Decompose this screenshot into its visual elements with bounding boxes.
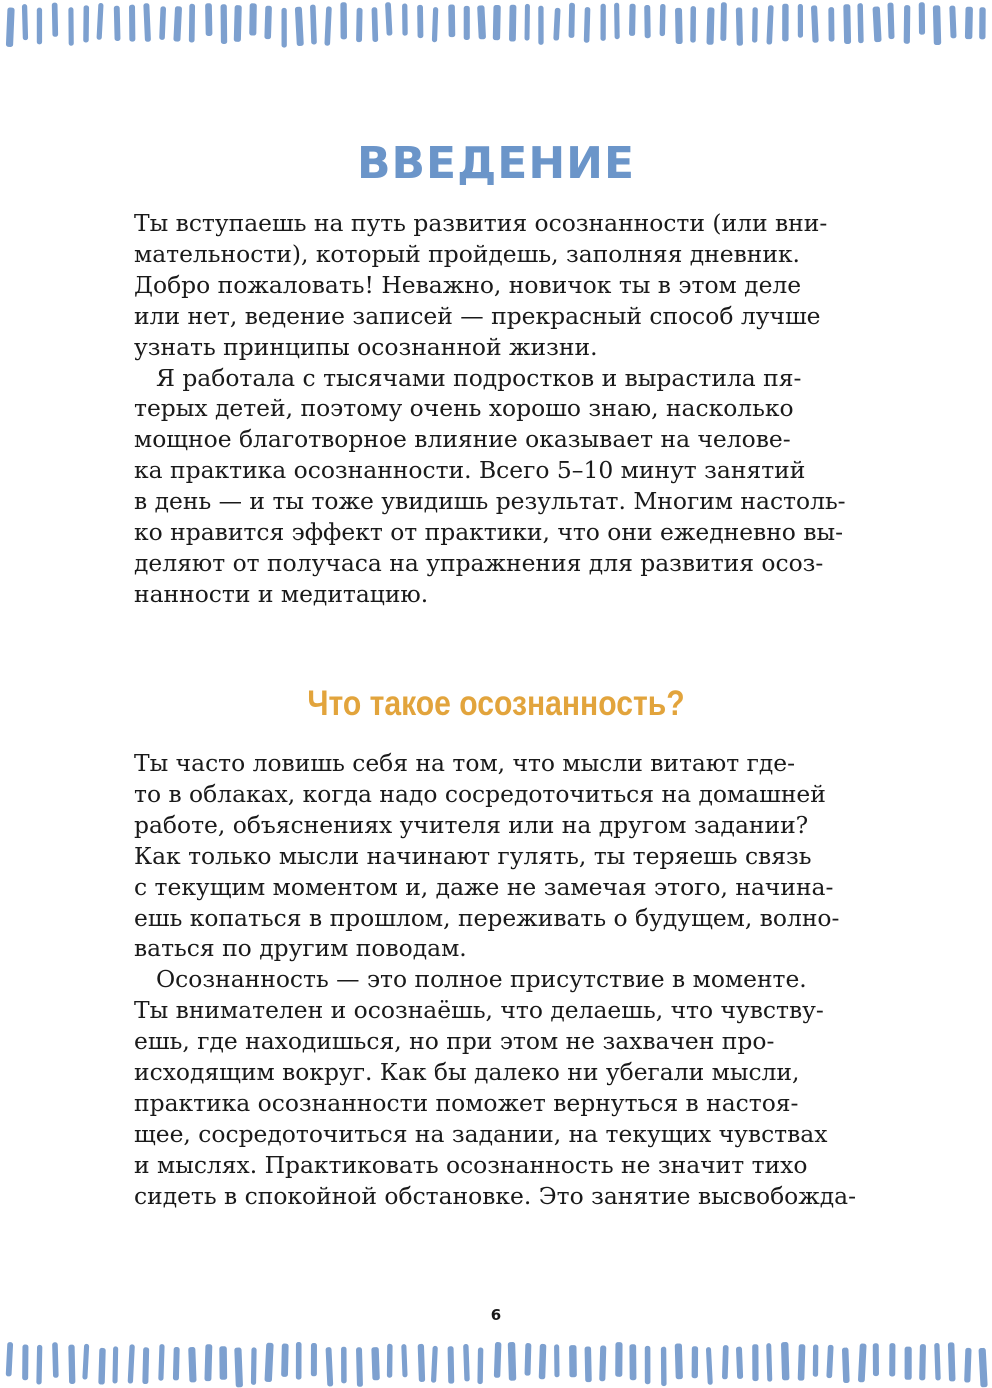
stripe-stroke [264, 6, 272, 40]
stripe-stroke [159, 6, 166, 40]
stripe-stroke [463, 1344, 470, 1382]
text-line: или нет, ведение записей — прекрасный способ лучше [134, 301, 821, 330]
stripe-stroke [919, 2, 925, 34]
text-line: ваться по другим поводам. [134, 934, 467, 963]
text-line: и мыслях. Практиковать осознанность не значит тихо [134, 1150, 808, 1179]
stripe-stroke [173, 1347, 180, 1381]
text-line: Осознанность — это полное присутствие в моменте. [156, 965, 807, 994]
stripe-stroke [949, 6, 956, 39]
stripe-stroke [811, 5, 819, 43]
stripe-stroke [887, 3, 894, 40]
stripe-stroke [310, 4, 317, 44]
stripe-stroke [569, 1345, 577, 1377]
stripe-stroke [432, 7, 438, 42]
stripe-stroke [464, 6, 470, 40]
stripe-stroke [477, 5, 486, 39]
stripe-stroke [251, 1347, 257, 1385]
stripe-stroke [82, 1344, 89, 1380]
stripe-stroke [204, 1344, 212, 1381]
stripe-stroke [933, 5, 941, 45]
stripe-stroke [296, 1342, 302, 1380]
text-line: ешь, где находишься, но при этом не захвачен про- [134, 1027, 775, 1056]
stripe-stroke [857, 3, 863, 43]
stripe-stroke [675, 1343, 683, 1379]
text-line: Ты вступаешь на путь развития осознанности (или вни- [134, 209, 828, 237]
stripe-stroke [249, 3, 257, 35]
text-line: мательности), который пройдешь, заполняя дневник. [134, 239, 800, 268]
stripe-stroke [477, 1347, 483, 1384]
text-line: Ты часто ловишь себя на том, что мысли витают где- [134, 749, 796, 777]
stripe-stroke [979, 7, 986, 39]
stripe-stroke [324, 6, 331, 46]
text-line: Ты внимателен и осознаёшь, что делаешь, что чувству- [134, 996, 824, 1025]
stripe-stroke [418, 1344, 426, 1382]
stripe-stroke [629, 1344, 636, 1380]
stripe-stroke [142, 1347, 149, 1384]
text-line: терых детей, поэтому очень хорошо знаю, насколько [134, 394, 794, 423]
text-line: ешь копаться в прошлом, переживать о будущем, волно- [134, 903, 840, 932]
stripe-stroke [585, 1346, 592, 1382]
stripe-stroke [766, 5, 773, 45]
text-line: Добро пожаловать! Неважно, новичок ты в этом деле [134, 270, 802, 299]
stripe-stroke [173, 6, 182, 42]
stripe-stroke [964, 1348, 971, 1383]
stripe-stroke [509, 5, 516, 42]
stripe-stroke [798, 4, 803, 38]
bottom-stripe-border [0, 1340, 992, 1388]
stripe-stroke [782, 4, 788, 42]
stripe-stroke [448, 4, 455, 37]
stripe-stroke [264, 1343, 273, 1382]
stripe-stroke [675, 8, 683, 44]
stripe-stroke [295, 7, 304, 47]
stripe-stroke [965, 7, 973, 40]
stripe-stroke [36, 1345, 42, 1385]
text-line: щее, сосредоточиться на задании, на текущих чувствах [134, 1119, 828, 1148]
stripe-stroke [798, 1344, 806, 1381]
stripe-stroke [493, 5, 501, 40]
stripe-stroke [644, 5, 651, 38]
text-line: исходящим вокруг. Как бы далеко ни убегали мысли, [134, 1058, 800, 1087]
stripe-stroke [858, 1343, 867, 1382]
stripe-stroke [905, 1347, 912, 1380]
stripe-stroke [68, 1345, 75, 1384]
stripe-stroke [22, 4, 28, 40]
stripe-stroke [690, 6, 696, 43]
stripe-stroke [553, 8, 560, 41]
text-line: ка практика осознанности. Всего 5–10 минут занятий [134, 456, 806, 485]
stripe-stroke [842, 1347, 850, 1383]
stripe-stroke [52, 3, 58, 37]
stripe-stroke [96, 3, 103, 40]
stripe-stroke [538, 6, 543, 45]
stripe-stroke [189, 4, 195, 43]
stripe-stroke [706, 1347, 713, 1385]
stripe-stroke [813, 1344, 819, 1376]
stripe-stroke [281, 1343, 289, 1376]
stripe-stroke [569, 3, 575, 38]
text-line: Я работала с тысячами подростков и вырастила пя- [156, 363, 802, 392]
stripe-stroke [385, 2, 392, 36]
text-line: в день — и ты тоже увидишь результат. Многим настоль- [134, 487, 846, 516]
stripe-stroke [948, 1342, 956, 1381]
stripe-stroke [599, 1345, 606, 1381]
text-line: Как только мысли начинают гулять, ты теряешь связь [134, 841, 812, 870]
intro-text [134, 208, 854, 610]
text-line: с текущим моментом и, даже не замечая этого, начина- [134, 872, 834, 901]
brush-stroke-stripes-icon [0, 1340, 992, 1388]
stripe-stroke [539, 1344, 547, 1379]
stripe-stroke [722, 1345, 729, 1379]
stripe-stroke [615, 1342, 622, 1377]
stripe-stroke [828, 7, 834, 41]
stripe-stroke [158, 1344, 164, 1381]
stripe-stroke [978, 1348, 987, 1388]
stripe-stroke [661, 1347, 667, 1386]
stripe-stroke [494, 1342, 502, 1378]
brush-stroke-stripes-icon [0, 0, 992, 48]
stripe-stroke [692, 1346, 699, 1378]
stripe-stroke [431, 1346, 438, 1383]
stripe-stroke [843, 4, 851, 44]
stripe-stroke [554, 1344, 560, 1377]
page-number: 6 [490, 1306, 502, 1324]
stripe-stroke [720, 2, 727, 41]
stripe-stroke [114, 6, 121, 41]
text-line: сидеть в спокойной обстановке. Это занятие высвобожда- [134, 1181, 857, 1210]
top-stripe-border [0, 0, 992, 48]
stripe-stroke [508, 1342, 517, 1381]
text-line: деляют от получаса на упражнения для развития осоз- [134, 548, 824, 577]
stripe-stroke [341, 1347, 347, 1384]
stripe-stroke [752, 1344, 758, 1381]
text-line: нанности и медитацию. [134, 579, 429, 608]
stripe-stroke [37, 8, 42, 45]
stripe-stroke [402, 3, 408, 35]
stripe-stroke [873, 1343, 879, 1376]
stripe-stroke [524, 4, 529, 41]
stripe-stroke [706, 7, 714, 44]
stripe-stroke [524, 1343, 531, 1376]
stripe-stroke [660, 4, 666, 36]
stripe-stroke [387, 1344, 393, 1378]
stripe-stroke [356, 8, 363, 42]
stripe-stroke [448, 1346, 455, 1384]
stripe-stroke [736, 7, 743, 45]
stripe-stroke [234, 5, 242, 42]
text-line: практика осознанности поможет вернуться в настоя- [134, 1088, 799, 1117]
text-line: ко нравится эффект от практики, что они ежедневно вы- [134, 518, 844, 547]
stripe-stroke [129, 5, 135, 42]
stripe-stroke [781, 1342, 790, 1380]
stripe-stroke [188, 1347, 196, 1383]
stripe-stroke [340, 2, 347, 39]
stripe-stroke [68, 7, 73, 46]
text-line: работе, объяснениях учителя или на другом задании? [134, 810, 809, 839]
text-line: мощное благотворное влияние оказывает на челове- [134, 425, 791, 454]
stripe-stroke [872, 6, 881, 42]
stripe-stroke [752, 7, 758, 42]
text-line: то в облаках, когда надо сосредоточиться на домашней [134, 779, 826, 808]
stripe-stroke [645, 1346, 651, 1384]
stripe-stroke [52, 1342, 59, 1378]
stripe-stroke [6, 7, 15, 47]
stripe-stroke [600, 4, 605, 41]
stripe-stroke [205, 3, 212, 36]
stripe-stroke [234, 1347, 243, 1387]
stripe-stroke [112, 1346, 118, 1383]
section-heading: Что такое осознанность? [307, 684, 685, 723]
stripe-stroke [326, 1347, 334, 1387]
stripe-stroke [356, 1347, 363, 1387]
stripe-stroke [371, 1347, 380, 1380]
stripe-stroke [98, 1348, 105, 1385]
stripe-stroke [83, 5, 89, 42]
stripe-stroke [401, 1344, 407, 1377]
stripe-stroke [919, 1344, 926, 1380]
stripe-stroke [736, 1347, 743, 1379]
stripe-stroke [584, 7, 591, 43]
stripe-stroke [766, 1343, 772, 1382]
stripe-stroke [128, 1344, 135, 1383]
stripe-stroke [311, 1343, 317, 1376]
stripe-stroke [22, 1344, 28, 1380]
stripe-stroke [904, 5, 911, 44]
text-line: узнать принципы осознанной жизни. [134, 332, 598, 361]
stripe-stroke [220, 4, 227, 44]
stripe-stroke [219, 1346, 227, 1380]
stripe-stroke [281, 8, 286, 48]
stripe-stroke [143, 3, 151, 42]
stripe-stroke [889, 1343, 895, 1376]
stripe-stroke [372, 7, 379, 42]
stripe-stroke [417, 5, 423, 38]
mindfulness-text [134, 748, 857, 1212]
page-title: ВВЕДЕНИЕ [356, 138, 636, 189]
stripe-stroke [614, 3, 620, 40]
stripe-stroke [629, 4, 636, 36]
stripe-stroke [826, 1345, 833, 1379]
stripe-stroke [934, 1343, 941, 1381]
stripe-stroke [6, 1342, 13, 1377]
